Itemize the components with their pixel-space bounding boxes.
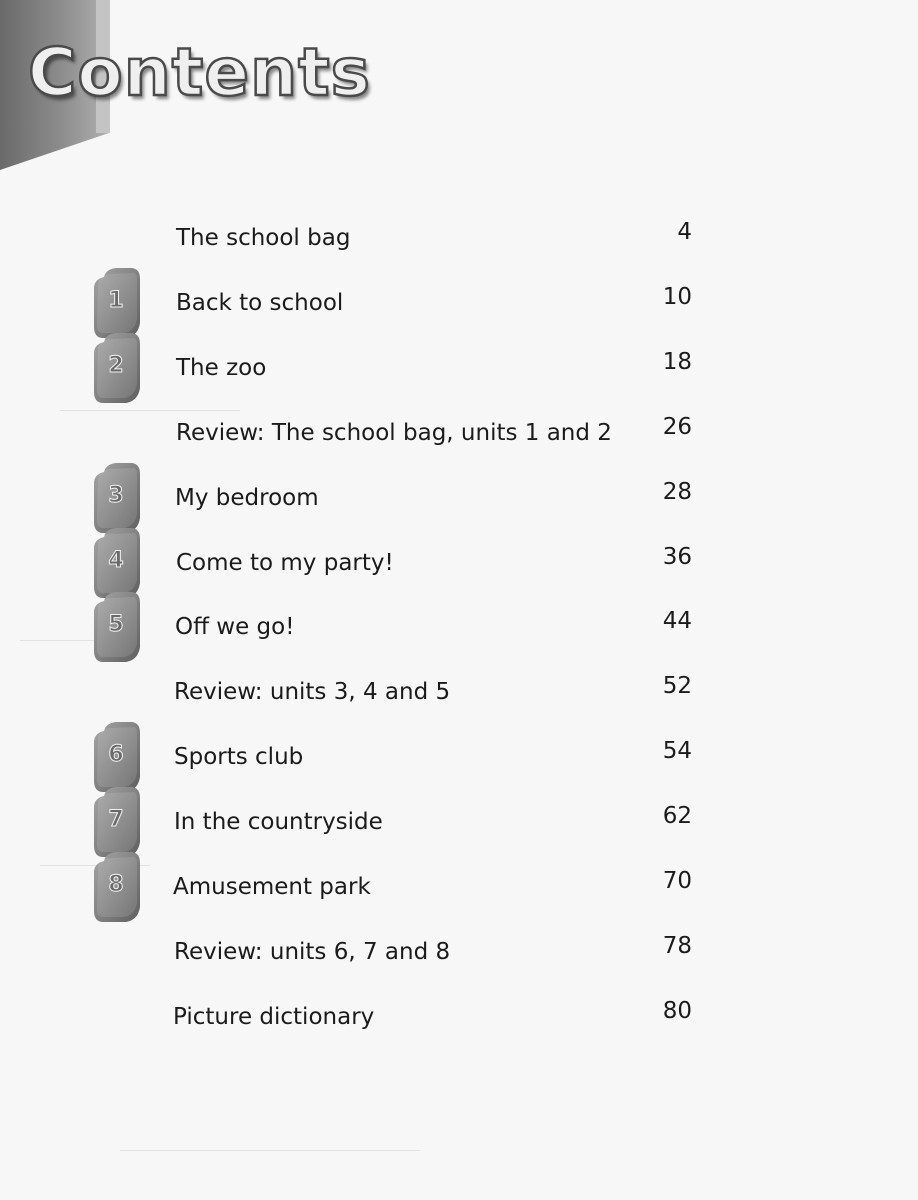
- entry-page-number: 10: [662, 284, 692, 310]
- entry-page-number: 70: [662, 868, 692, 894]
- unit-number: 8: [108, 872, 124, 897]
- unit-badge-2: [92, 332, 142, 404]
- page-title: Contents: [28, 34, 371, 111]
- entry-title: Review: units 6, 7 and 8: [174, 939, 451, 965]
- entry-title: Review: units 3, 4 and 5: [174, 679, 451, 705]
- unit-badge-5: [92, 591, 142, 663]
- toc-entry-3[interactable]: [0, 348, 918, 388]
- toc-entry-10[interactable]: [0, 802, 918, 842]
- entry-page-number: 54: [662, 738, 692, 764]
- toc-entry-11[interactable]: [0, 867, 918, 907]
- entry-title: Sports club: [174, 744, 304, 770]
- entry-title: Review: The school bag, units 1 and 2: [176, 420, 612, 446]
- entry-title: Back to school: [176, 290, 344, 316]
- unit-number: 7: [108, 807, 124, 832]
- entry-title: My bedroom: [175, 485, 319, 511]
- unit-number: 6: [108, 742, 124, 767]
- toc-entry-13[interactable]: [0, 997, 918, 1037]
- unit-badge-7: [92, 786, 142, 858]
- entry-title: The school bag: [176, 225, 351, 251]
- toc-entry-5[interactable]: [0, 478, 918, 518]
- unit-badge-4: [92, 527, 142, 599]
- unit-number: 4: [108, 548, 124, 573]
- entry-page-number: 52: [662, 673, 692, 699]
- unit-number: 1: [108, 288, 124, 313]
- entry-title: Amusement park: [173, 874, 371, 900]
- toc-entry-6[interactable]: [0, 543, 918, 583]
- entry-page-number: 26: [662, 414, 692, 440]
- entry-page-number: 4: [677, 219, 692, 245]
- unit-number: 5: [108, 612, 124, 637]
- entry-page-number: 18: [662, 349, 692, 375]
- toc-entry-8[interactable]: [0, 672, 918, 712]
- unit-badge-1: [92, 267, 142, 339]
- toc-entry-4[interactable]: [0, 413, 918, 453]
- entry-page-number: 36: [662, 544, 692, 570]
- entry-title: Come to my party!: [176, 550, 394, 576]
- unit-number: 2: [108, 353, 124, 378]
- entry-title: In the countryside: [174, 809, 383, 835]
- entry-page-number: 28: [662, 479, 692, 505]
- entry-title: Picture dictionary: [173, 1004, 375, 1030]
- toc-entry-9[interactable]: [0, 737, 918, 777]
- toc-entry-2[interactable]: [0, 283, 918, 323]
- entry-title: Off we go!: [175, 614, 295, 640]
- entry-page-number: 80: [662, 998, 692, 1024]
- toc-entry-1[interactable]: [0, 218, 918, 258]
- unit-badge-6: [92, 721, 142, 793]
- toc-entry-7[interactable]: [0, 607, 918, 647]
- unit-badge-8: [92, 851, 142, 923]
- entry-page-number: 78: [662, 933, 692, 959]
- entry-page-number: 44: [662, 608, 692, 634]
- unit-badge-3: [92, 462, 142, 534]
- unit-number: 3: [108, 483, 124, 508]
- toc-entry-12[interactable]: [0, 932, 918, 972]
- entry-title: The zoo: [176, 355, 267, 381]
- entry-page-number: 62: [662, 803, 692, 829]
